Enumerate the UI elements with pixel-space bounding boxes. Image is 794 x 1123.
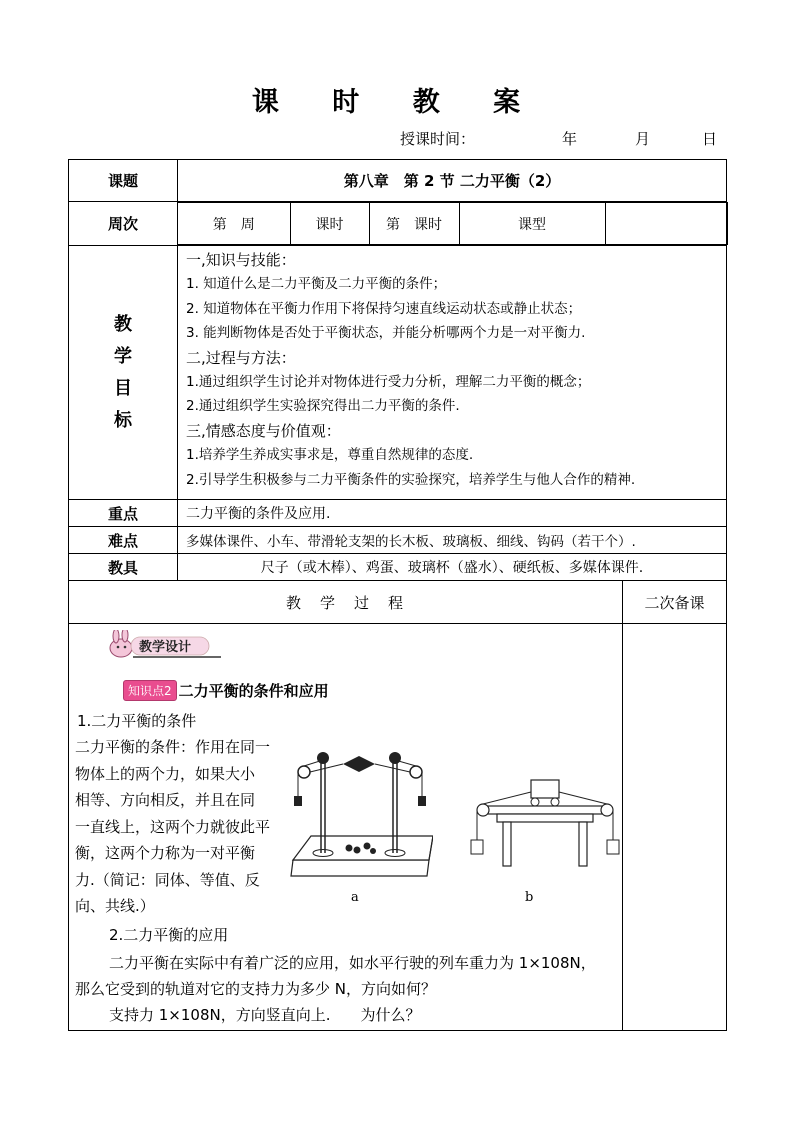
objective-line: 2.通过组织学生实验探究得出二力平衡的条件.: [186, 398, 460, 415]
date-month: 月: [635, 130, 651, 148]
page-title: 课 时 教 案: [251, 87, 543, 118]
knowledge-point-tag: 知识点2: [123, 680, 177, 701]
key-value: 二力平衡的条件及应用.: [178, 500, 727, 527]
figure-b-apparatus: [469, 774, 621, 882]
figure-a-apparatus: [289, 738, 433, 890]
date-label: 授课时间：: [400, 130, 476, 148]
week-cell-period: 课时: [290, 203, 369, 245]
objectives-body: [178, 246, 727, 500]
objective-line: 三,情感态度与价值观：: [186, 421, 341, 440]
key-row: [69, 500, 727, 527]
subheading-application: 2.二力平衡的应用: [109, 926, 229, 944]
tools-label: 教具: [69, 554, 178, 581]
week-cell-week: 第 周: [178, 203, 290, 245]
tools-row: [69, 554, 727, 581]
topic-label: 课题: [69, 160, 178, 202]
objective-line: 2.引导学生积极参与二力平衡条件的实验探究，培养学生与他人合作的精神.: [186, 471, 636, 488]
backup-label: 二次备课: [623, 581, 727, 624]
figure-a-label: a: [351, 890, 359, 905]
process-header-row: [69, 581, 727, 624]
objective-line: 3. 能判断物体是否处于平衡状态，并能分析哪两个力是一对平衡力.: [186, 325, 586, 342]
process-label: 教 学 过 程: [69, 581, 623, 624]
week-cell-period-num: 第 课时: [369, 203, 459, 245]
objective-line: 1. 知道什么是二力平衡及二力平衡的条件；: [186, 276, 447, 293]
application-line-1: 二力平衡在实际中有着广泛的应用，如水平行驶的列车重力为 1×108N，: [109, 954, 596, 972]
application-line-2: 那么它受到的轨道对它的支持力为多少 N，方向如何？: [75, 980, 436, 998]
objective-line: 一,知识与技能：: [186, 251, 296, 269]
week-label: 周次: [69, 202, 178, 246]
objective-line: 1.通过组织学生讨论并对物体进行受力分析，理解二力平衡的概念；: [186, 374, 591, 391]
objective-line: 二,过程与方法：: [186, 348, 296, 367]
date-day: 日: [702, 130, 718, 148]
process-row: [69, 624, 727, 1031]
objective-line: 1.培养学生养成实事求是，尊重自然规律的态度.: [186, 447, 474, 464]
week-row: [69, 202, 727, 246]
lesson-plan-table: [68, 159, 727, 1031]
key-label: 重点: [69, 500, 178, 527]
difficulty-row: [69, 527, 727, 554]
topic-row: [69, 160, 727, 202]
objectives-row: [69, 246, 727, 500]
knowledge-point-title: 二力平衡的条件和应用: [178, 682, 329, 700]
week-cell-type-value: [605, 203, 727, 245]
rabbit-icon: [110, 630, 132, 657]
tools-value: 尺子（或木棒）、鸡蛋、玻璃杯（盛水）、硬纸板、多媒体课件.: [178, 554, 727, 581]
topic-value: 第八章 第 2 节 二力平衡（2）: [178, 160, 727, 202]
date-year: 年: [562, 130, 578, 148]
backup-column: [623, 624, 727, 1031]
difficulty-value: 多媒体课件、小车、带滑轮支架的长木板、玻璃板、细线、钩码（若干个）.: [178, 527, 727, 554]
application-line-3: 支持力 1×108N，方向竖直向上. 为什么？: [109, 1006, 421, 1024]
week-subtable: [178, 202, 728, 245]
design-badge-label: 教学设计: [139, 640, 192, 655]
objectives-label: 教 学 目 标: [69, 246, 178, 500]
week-cell-type: 课型: [459, 203, 605, 245]
condition-paragraph: 二力平衡的条件：作用在同一 物体上的两个力，如果大小 相等、方向相反，并且在同 一直线上，这两个力就彼此平 衡，这两个力称为一对平衡 力.（简记：同体、等值、反 向、共线.）: [75, 738, 271, 915]
subheading-condition: 1.二力平衡的条件: [77, 712, 197, 730]
knowledge-point-heading: [123, 680, 329, 701]
difficulty-label: 难点: [69, 527, 178, 554]
design-badge: [105, 630, 225, 660]
figure-b-label: b: [525, 890, 534, 905]
process-body: [69, 624, 623, 1031]
objective-line: 2. 知道物体在平衡力作用下将保持匀速直线运动状态或静止状态；: [186, 300, 582, 317]
